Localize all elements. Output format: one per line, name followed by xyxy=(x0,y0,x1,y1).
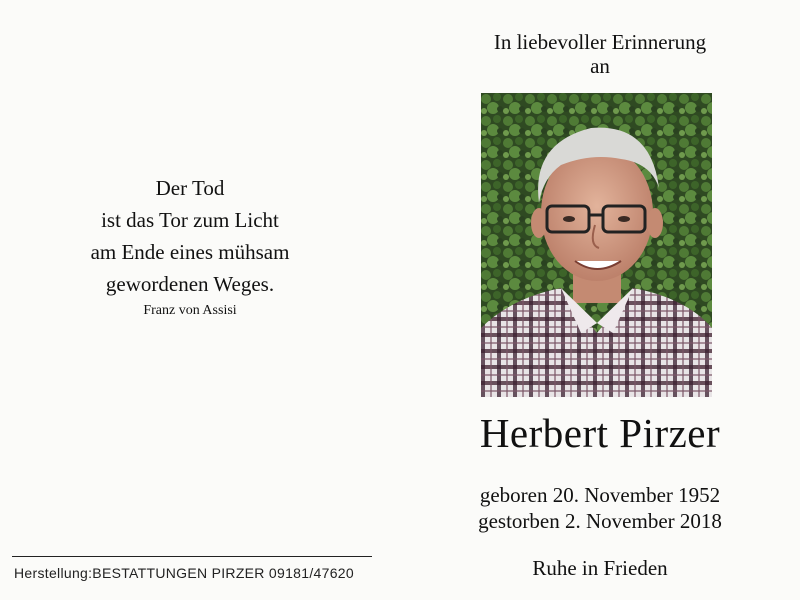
footer-divider xyxy=(12,556,372,557)
quote-line: gewordenen Weges. xyxy=(105,272,275,296)
intro-line: an xyxy=(590,54,610,78)
producer-footer: Herstellung:BESTATTUNGEN PIRZER 09181/47620 xyxy=(14,565,354,581)
quote-author: Franz von Assisi xyxy=(143,303,237,318)
deceased-name: Herbert Pirzer xyxy=(479,410,721,456)
quote-line: Der Tod xyxy=(155,176,225,200)
death-date: gestorben 2. November 2018 xyxy=(478,509,722,533)
quote-line: ist das Tor zum Licht xyxy=(101,208,279,232)
birth-date: geboren 20. November 1952 xyxy=(479,483,721,507)
closing-text: Ruhe in Frieden xyxy=(532,556,668,580)
life-dates xyxy=(420,482,780,534)
intro-line: In liebevoller Erinnerung xyxy=(493,30,707,54)
portrait-photo xyxy=(481,93,712,397)
quote-block xyxy=(40,172,340,320)
intro-heading xyxy=(440,30,760,78)
quote-line: am Ende eines mühsam xyxy=(90,240,290,264)
